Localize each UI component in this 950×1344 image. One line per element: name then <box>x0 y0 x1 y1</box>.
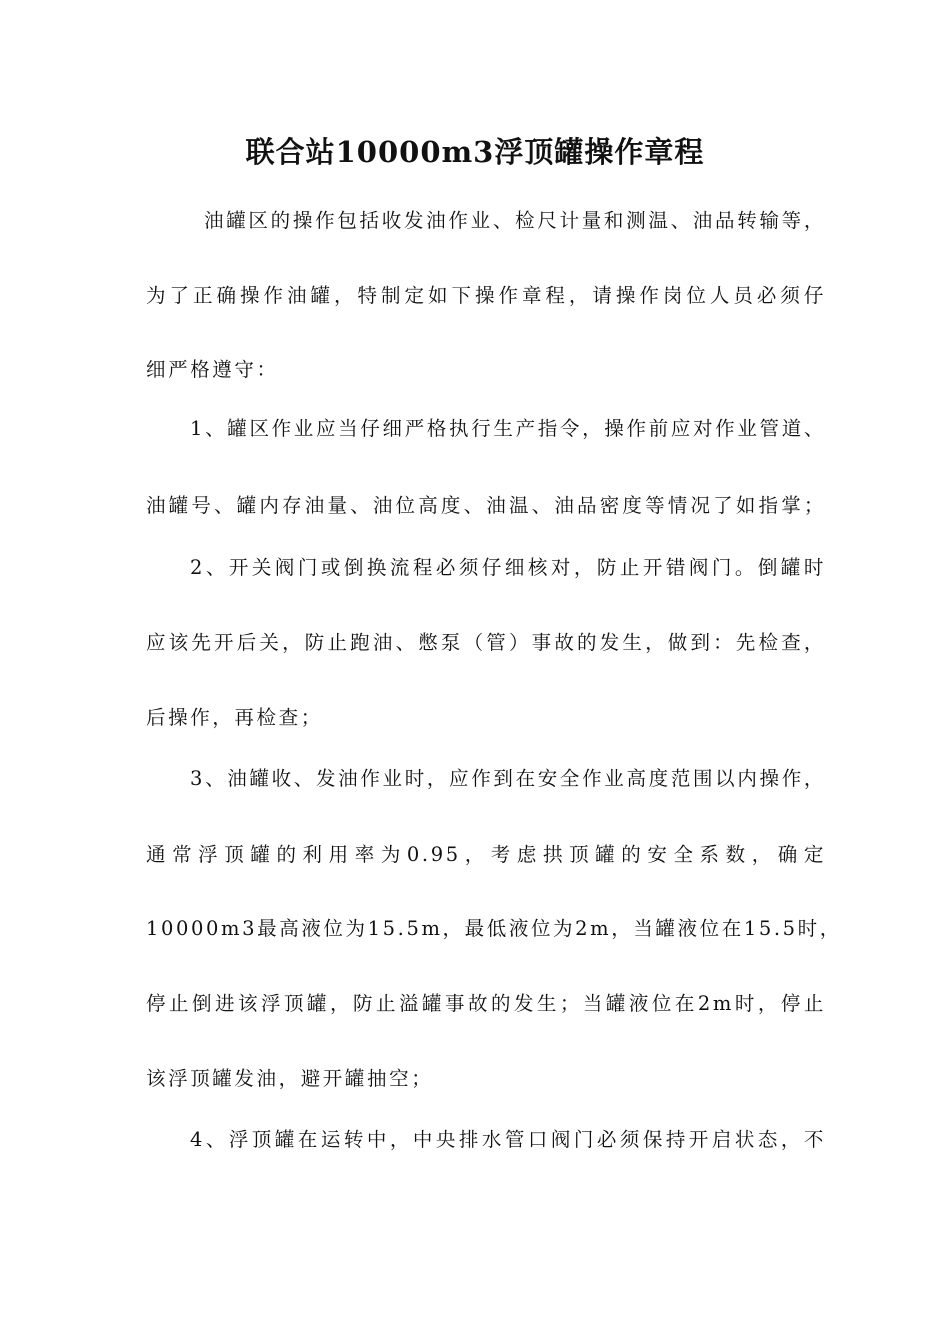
paragraph-line: 4、浮顶罐在运转中，中央排水管口阀门必须保持开启状态，不 <box>190 1128 826 1151</box>
paragraph-line: 后操作，再检查； <box>146 706 323 729</box>
paragraph-line: 1、罐区作业应当仔细严格执行生产指令，操作前应对作业管道、 <box>190 417 826 440</box>
paragraph-line: 应该先开后关，防止跑油、憋泵（管）事故的发生，做到：先检查， <box>146 631 826 654</box>
paragraph-line: 油罐区的操作包括收发油作业、检尺计量和测温、油品转输等， <box>204 209 826 232</box>
paragraph-line: 该浮顶罐发油，避开罐抽空； <box>146 1067 434 1090</box>
paragraph-line: 停止倒进该浮顶罐，防止溢罐事故的发生；当罐液位在2m时，停止 <box>146 992 826 1015</box>
document-title: 联合站10000m3浮顶罐操作章程 <box>245 135 705 169</box>
paragraph-line: 细严格遵守： <box>146 358 279 381</box>
paragraph-line: 通常浮顶罐的利用率为0.95，考虑拱顶罐的安全系数，确定 <box>146 843 826 866</box>
paragraph-line: 为了正确操作油罐，特制定如下操作章程，请操作岗位人员必须仔 <box>146 284 826 307</box>
paragraph-line: 10000m3最高液位为15.5m，最低液位为2m，当罐液位在15.5时， <box>146 917 842 940</box>
paragraph-line: 3、油罐收、发油作业时，应作到在安全作业高度范围以内操作， <box>190 767 826 790</box>
paragraph-line: 油罐号、罐内存油量、油位高度、油温、油品密度等情况了如指掌； <box>146 494 826 517</box>
paragraph-line: 2、开关阀门或倒换流程必须仔细核对，防止开错阀门。倒罐时 <box>190 556 826 579</box>
